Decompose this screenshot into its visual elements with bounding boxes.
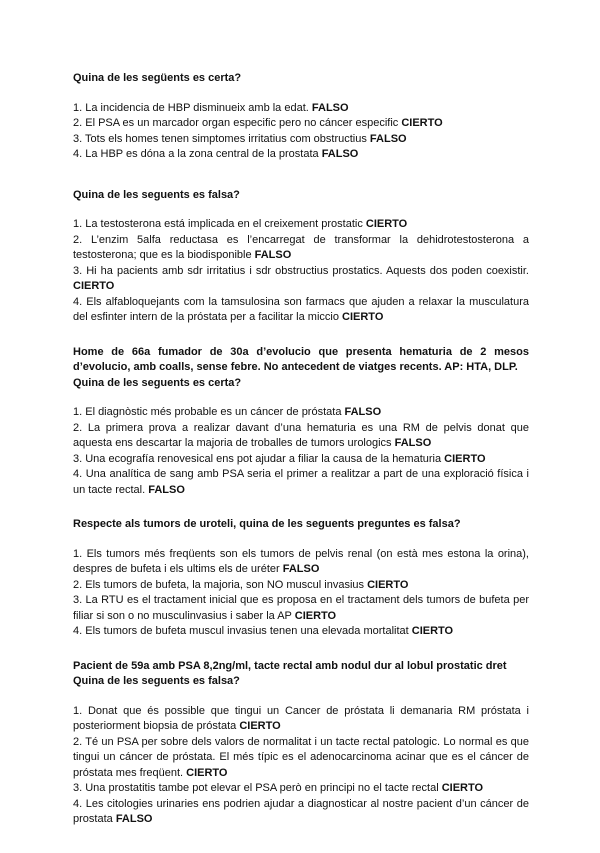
question-title: Pacient de 59a amb PSA 8,2ng/ml, tacte rectal amb nodul dur al lobul prostatic dret Quina de les seguents es falsa? [73,659,507,687]
answer-option: 1. El diagnòstic més probable es un cáncer de próstata FALSO [73,406,382,418]
verdict-label: FALSO [115,813,153,825]
answer-option: 2. Els tumors de bufeta, la majoria, son NO muscul invasius CIERTO [73,578,409,591]
verdict-label: FALSO [394,437,432,449]
answer-option: 3. Una ecografía renovesical ens pot ajudar a filiar la causa de la hematuria CIERTO [73,452,486,465]
verdict-label: FALSO [254,249,292,261]
answer-option: 3. Tots els homes tenen simptomes irritatius com obstructius FALSO [73,132,407,145]
question-title: Respecte als tumors de uroteli, quina de les seguents preguntes es falsa? [73,518,461,530]
question-1 [73,71,529,163]
answer-option: 1. Donat que és possible que tingui un Cancer de próstata li demanaria RM próstata i posteriorment biopsia de próstata CIERTO [73,704,529,732]
answer-option: 4. Els tumors de bufeta muscul invasius tenen una elevada mortalitat CIERTO [73,625,454,637]
answer-option: 3. Una prostatitis tambe pot elevar el PSA però en principi no el tacte rectal CIERTO [73,782,484,794]
answer-option: 1. La incidencia de HBP disminueix amb la edat. FALSO [73,101,349,114]
answer-option: 1. Els tumors més freqüents son els tumors de pelvis renal (on està mes estona la orina), despres de bufeta i els ultims els de uréter FALSO [73,547,529,575]
verdict-label: CIERTO [411,625,454,637]
answer-option: 4. La HBP es dóna a la zona central de la prostata FALSO [73,148,359,160]
answer-option: 3. Hi ha pacients amb sdr irritatius i sdr obstructius prostatics. Aquests dos poden coexistir. CIERTO [73,264,529,292]
question-title: Quina de les següents es certa? [73,72,242,84]
question-3 [73,345,529,499]
verdict-label: FALSO [148,483,185,496]
answer-option: 2. El PSA es un marcador organ especific pero no cáncer especific CIERTO [73,117,443,129]
answer-option: 4. Les citologies urinaries ens podrien ajudar a diagnosticar al nostre pacient d’un cáncer de prostata FALSO [73,797,529,825]
verdict-label: FALSO [321,148,359,160]
verdict-label: CIERTO [342,311,384,323]
verdict-label: FALSO [369,132,407,145]
verdict-label: CIERTO [186,766,228,779]
question-title: Home de 66a fumador de 30a d’evolucio que presenta hematuria de 2 mesos d’evolucio, amb coalls, sense febre. No antecedent de viatges recents. AP: HTA, DLP. Quina de les seguents es certa? [73,345,529,389]
verdict-label: FALSO [311,101,349,114]
question-5 [73,659,529,828]
question-title: Quina de les seguents es falsa? [73,188,240,201]
answer-option: 2. Té un PSA per sobre dels valors de normalitat i un tacte rectal patologic. Lo normal es que tingui un cáncer de próstata. El més típic es el adenocarcinoma acinar que es el cáncer de próstata mes freqüent. CIERTO [73,735,529,779]
answer-option: 2. L’enzim 5alfa reductasa es l’encarregat de transformar la dehidrotestosterona a testosterona; que es la biodisponible FALSO [73,233,529,261]
verdict-label: CIERTO [441,782,484,794]
verdict-label: CIERTO [294,609,337,622]
verdict-label: CIERTO [444,452,486,465]
answer-option: 2. La primera prova a realizar davant d’una hematuria es una RM de pelvis donat que aquesta ens descartar la majoria de troballes de tumors urologics FALSO [73,421,529,449]
verdict-label: CIERTO [367,578,409,591]
case-description: Home de 66a fumador de 30a d’evolucio que presenta hematuria de 2 mesos d’evolucio, amb coalls, sense febre. No antecedent de viatges recents. AP: HTA, DLP. [73,345,529,373]
answer-option: 4. Una analítica de sang amb PSA seria el primer a realitzar a part de una exploració física i un tacte rectal. FALSO [73,468,529,496]
verdict-label: CIERTO [401,117,443,129]
verdict-label: CIERTO [73,280,115,292]
verdict-label: FALSO [282,563,320,575]
question-2 [73,188,529,326]
answer-option: 1. La testosterona está implicada en el creixement prostatic CIERTO [73,218,408,230]
question-4 [73,517,529,640]
verdict-label: CIERTO [239,720,281,732]
verdict-label: CIERTO [365,218,408,230]
document-page [73,71,529,853]
answer-option: 3. La RTU es el tractament inicial que es proposa en el tractament dels tumors de bufeta per filiar si son o no musculinvasius i saber la AP CIERTO [73,594,529,622]
verdict-label: FALSO [344,406,382,418]
answer-option: 4. Els alfabloquejants com la tamsulosina son farmacs que ajuden a relaxar la musculatura del esfinter intern de la próstata per a facilitar la miccio CIERTO [73,295,529,323]
case-description: Pacient de 59a amb PSA 8,2ng/ml, tacte rectal amb nodul dur al lobul prostatic dret [73,659,507,672]
